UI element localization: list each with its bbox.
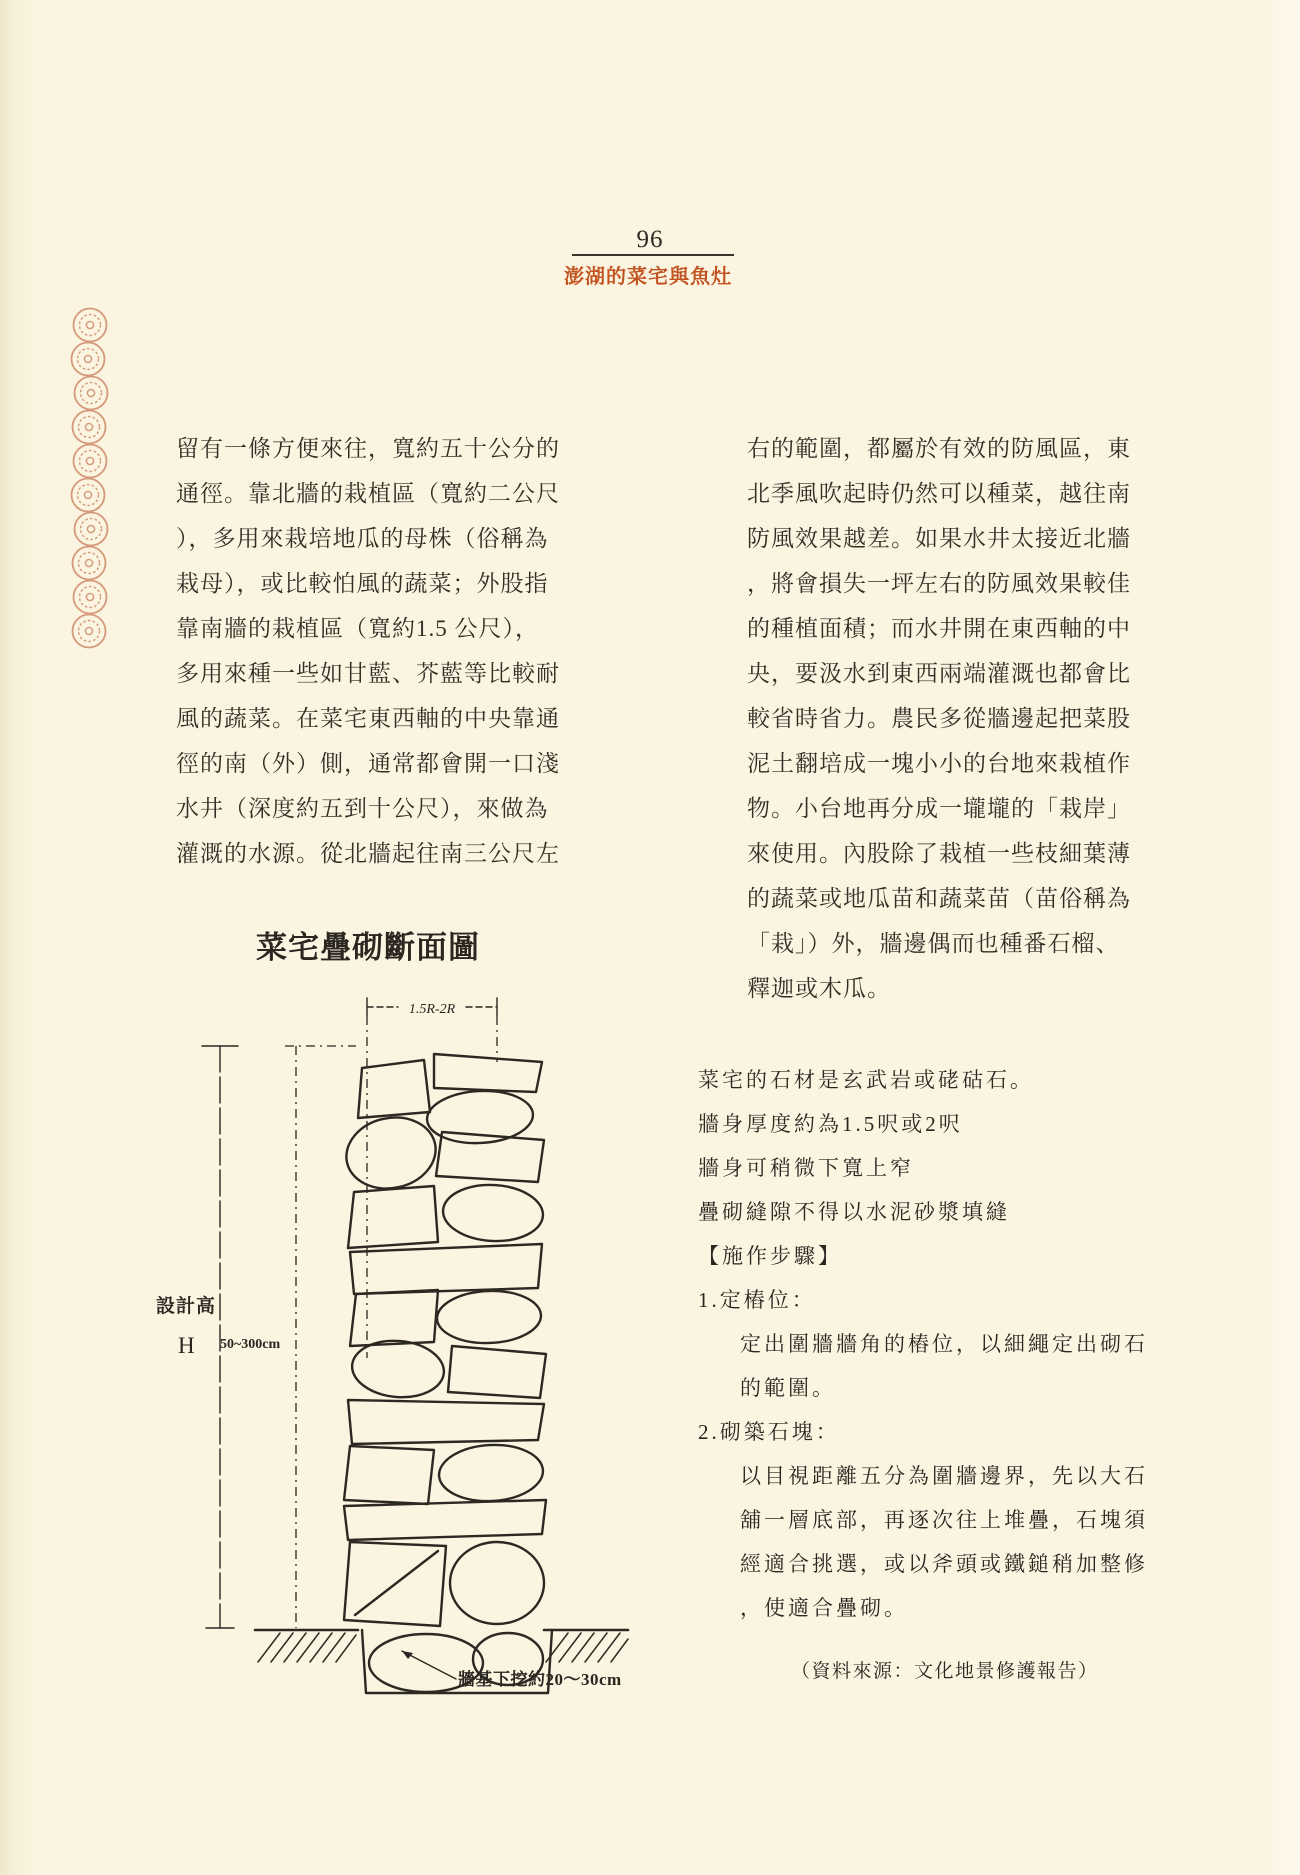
body-line: ，將會損失一坪左右的防風效果較佳 [747, 571, 1131, 596]
note-line: 以目視距離五分為圍牆邊界，先以大石 [740, 1464, 1148, 1488]
body-line: 北季風吹起時仍然可以種菜，越往南 [747, 481, 1131, 506]
flower-stamp-chain [58, 300, 122, 672]
note-line: ，使適合疊砌。 [740, 1596, 908, 1620]
wall-cross-section-diagram [140, 985, 640, 1705]
left-text-column [176, 426, 560, 876]
note-line: 定出圍牆牆角的樁位，以細繩定出砌石 [740, 1332, 1148, 1356]
body-line: 央，要汲水到東西兩端灌溉也都會比 [747, 661, 1131, 686]
body-line: 防風效果越差。如果水井太接近北牆 [747, 526, 1131, 551]
body-line: 來使用。內股除了栽植一些枝細葉薄 [747, 841, 1131, 866]
body-line: 釋迦或木瓜。 [747, 976, 891, 1001]
body-line: ），多用來栽培地瓜的母株（俗稱為 [176, 526, 549, 551]
width-dim-label: 1.5R-2R [408, 1002, 456, 1017]
body-line: 留有一條方便來往，寬約五十公分的 [176, 436, 560, 461]
design-height-label: 設計高 [156, 1296, 217, 1317]
body-line: 多用來種一些如甘藍、芥藍等比較耐 [176, 661, 560, 686]
source-note: （資料來源：文化地景修護報告） [791, 1661, 1099, 1682]
body-line: 通徑。靠北牆的栽植區（寬約二公尺 [176, 481, 560, 506]
book-title: 澎湖的菜宅與魚灶 [564, 266, 732, 288]
body-line: 的種植面積；而水井開在東西軸的中 [747, 616, 1131, 641]
body-line: 栽母），或比較怕風的蔬菜；外股指 [176, 571, 549, 596]
note-line: 舖一層底部，再逐次往上堆疊，石塊須 [740, 1508, 1148, 1532]
body-line: 的蔬菜或地瓜苗和蔬菜苗（苗俗稱為 [747, 886, 1131, 911]
note-line: 1.定樁位： [698, 1288, 816, 1312]
body-line: 靠南牆的栽植區（寬約1.5 公尺）， [176, 616, 539, 641]
diagram-title: 菜宅疊砌斷面圖 [256, 930, 480, 965]
body-line: 水井（深度約五到十公尺），來做為 [176, 796, 549, 821]
note-line: 2.砌築石塊： [698, 1420, 840, 1444]
foundation-note-label: 牆基下挖約20～30cm [458, 1670, 622, 1689]
height-symbol-label: H [178, 1333, 195, 1358]
body-line: 右的範圍，都屬於有效的防風區，東 [747, 436, 1131, 461]
page-number: 96 [636, 226, 664, 253]
note-line: 疊砌縫隙不得以水泥砂漿填縫 [698, 1200, 1010, 1224]
body-line: 物。小台地再分成一壠壠的「栽岸」 [747, 796, 1131, 821]
note-line: 牆身厚度約為1.5呎或2呎 [698, 1112, 963, 1136]
height-dimension [156, 1046, 356, 1628]
note-line: 牆身可稍微下寬上窄 [698, 1156, 914, 1180]
note-line: 經適合挑選，或以斧頭或鐵鎚稍加整修 [740, 1552, 1148, 1576]
body-line: 泥土翻培成一塊小小的台地來栽植作 [747, 751, 1131, 776]
note-line: 【施作步驟】 [698, 1244, 842, 1268]
body-line: 「栽」）外，牆邊偶而也種番石榴、 [747, 931, 1120, 956]
height-range-label: 50~300cm [220, 1337, 281, 1352]
body-line: 較省時省力。農民多從牆邊起把菜股 [747, 706, 1131, 731]
header-rule [572, 254, 734, 256]
note-line: 菜宅的石材是玄武岩或硓𥑮石。 [698, 1068, 1034, 1092]
body-line: 風的蔬菜。在菜宅東西軸的中央靠通 [176, 706, 560, 731]
stone-wall [340, 1054, 552, 1693]
right-text-column [747, 426, 1131, 1011]
construction-notes [698, 1058, 1148, 1630]
flower-stamp-icon [72, 309, 108, 648]
body-line: 徑的南（外）側，通常都會開一口淺 [176, 751, 560, 776]
note-line: 的範圍。 [740, 1376, 836, 1400]
body-line: 灌溉的水源。從北牆起往南三公尺左 [176, 841, 560, 866]
